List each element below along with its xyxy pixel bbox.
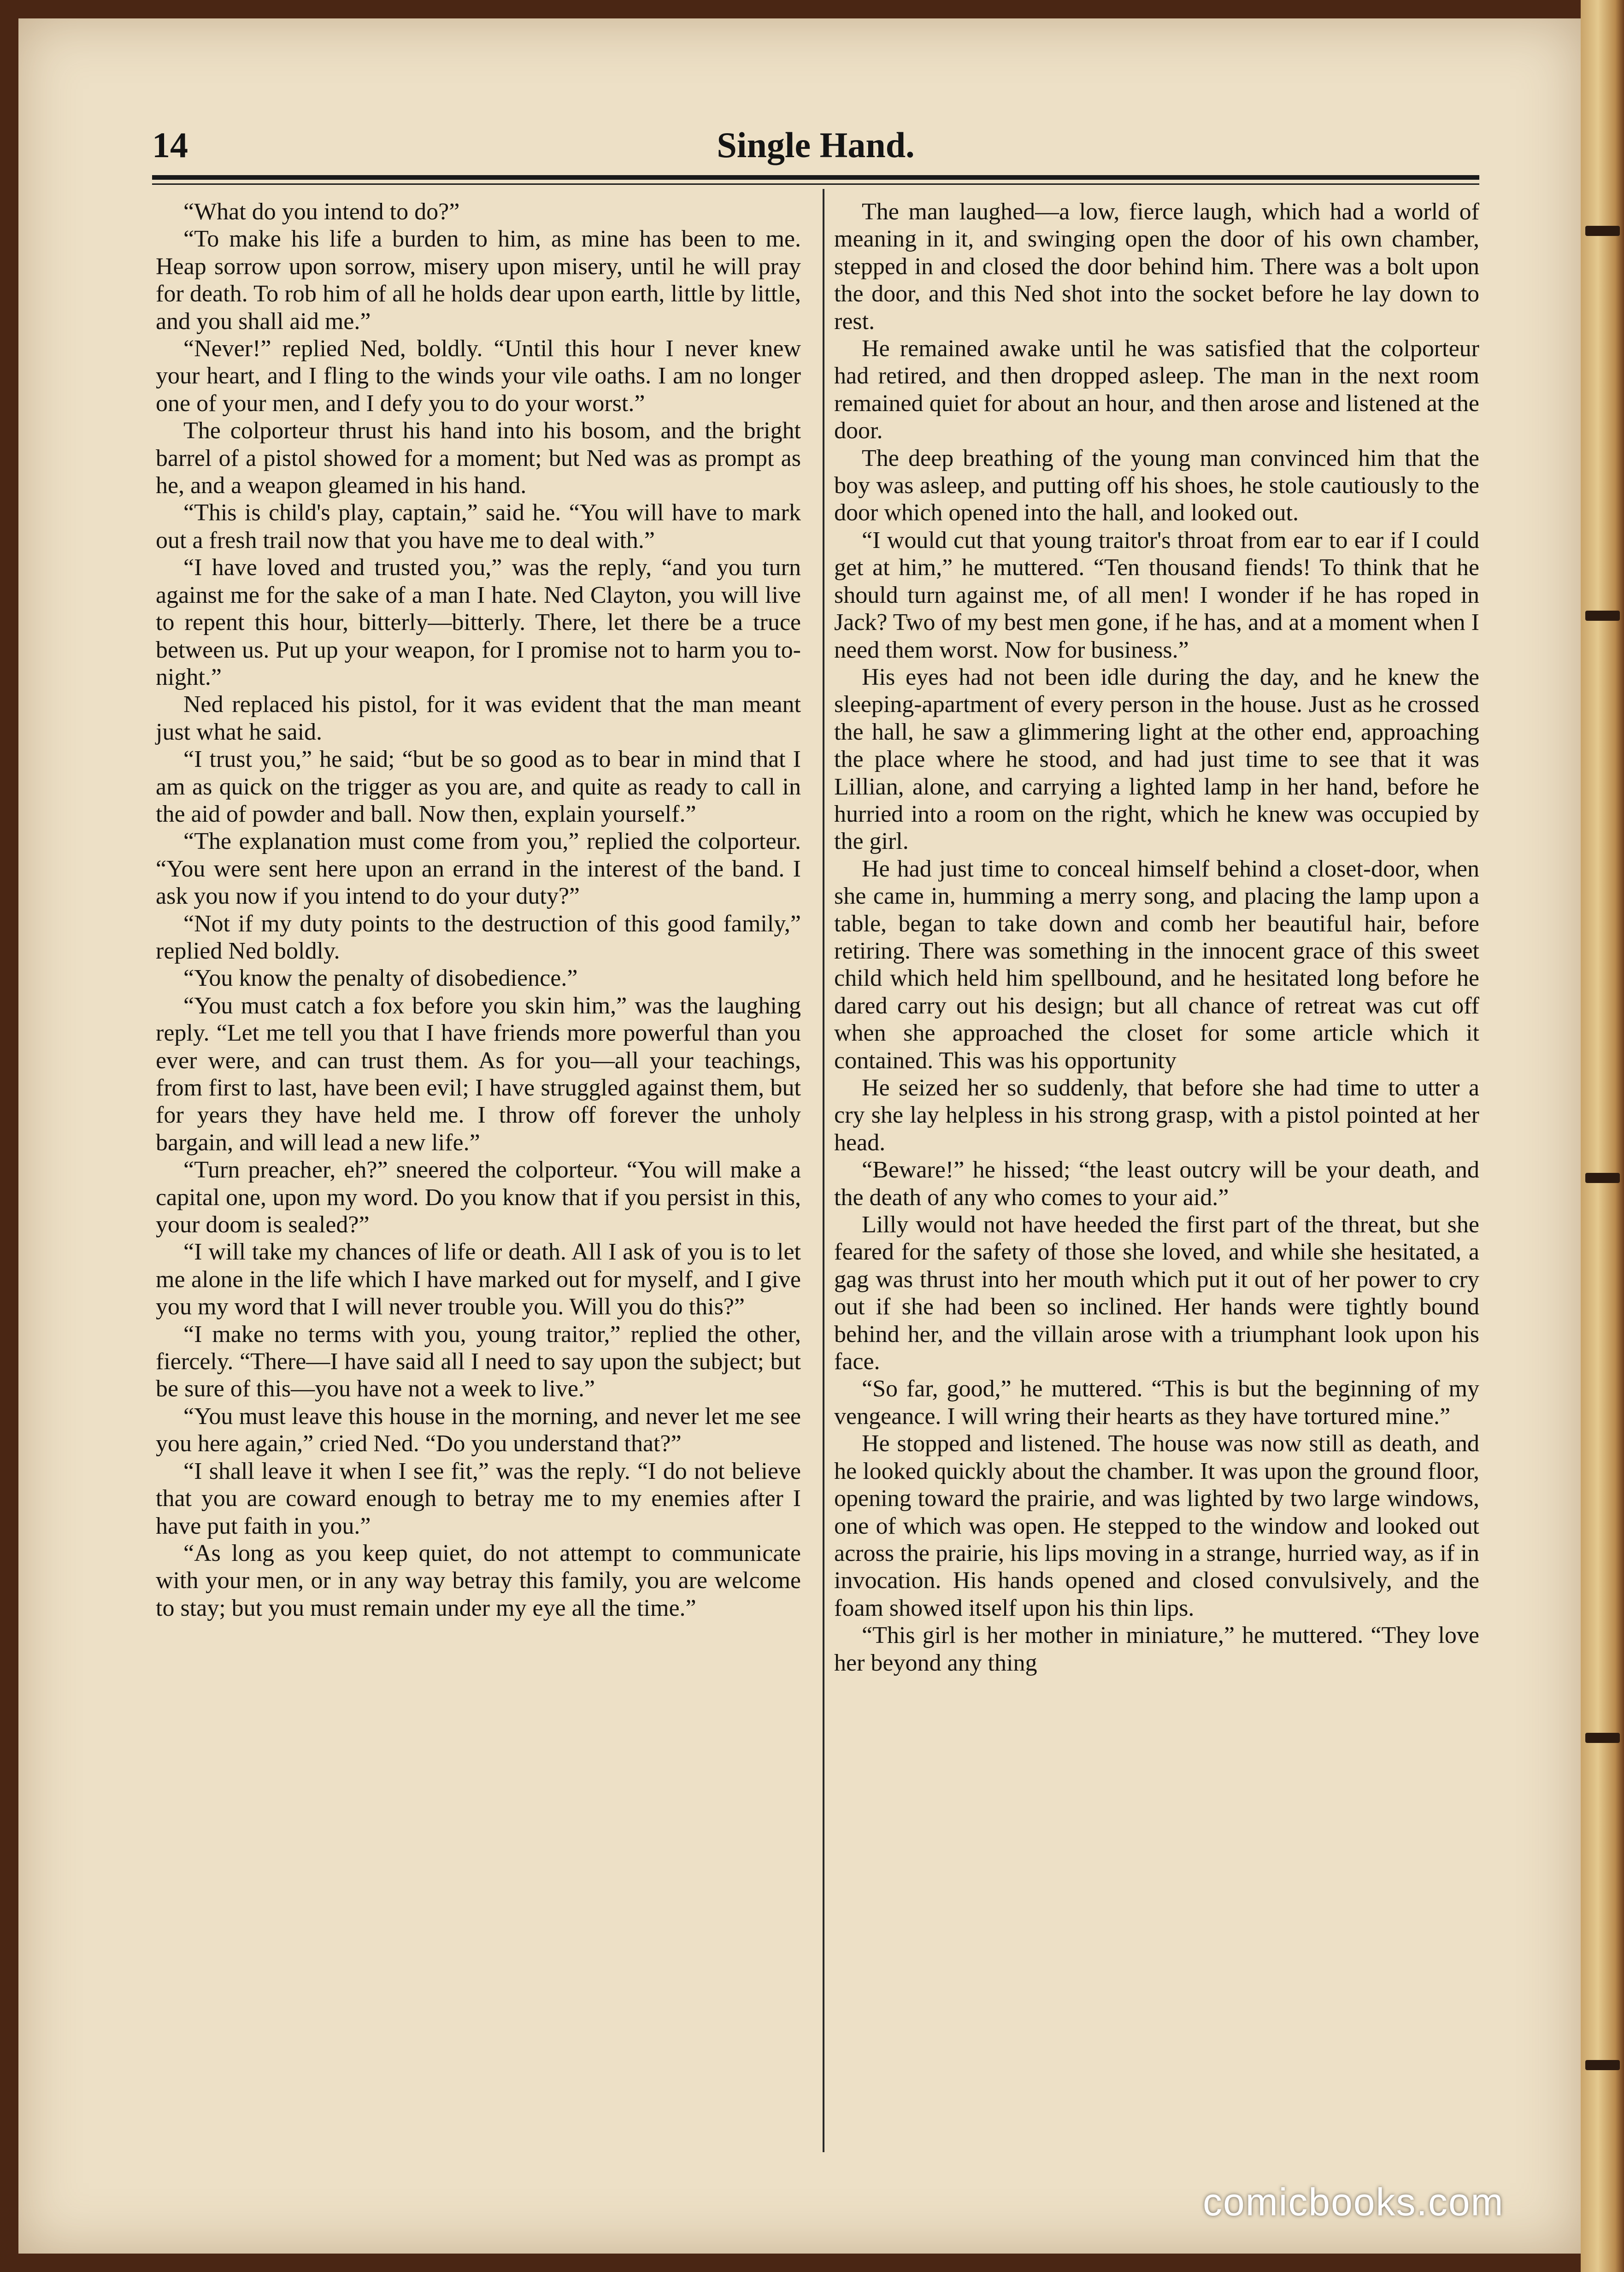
paragraph: “You must leave this house in the morning, and never let me see you here again,” cried Ned. “Do you understand that?” [156,1403,801,1457]
paragraph: “I shall leave it when I see fit,” was the reply. “I do not believe that you are coward enough to betray me to my enemies after I have put faith in you.” [156,1458,801,1539]
text-column-right [834,198,1479,1677]
paragraph: He remained awake until he was satisfied that the colporteur had retired, and then dropped asleep. The man in the next room remained quiet for about an hour, and then arose and listened at the door. [834,336,1479,444]
page-number: 14 [152,125,188,165]
paragraph: Lilly would not have heeded the first part of the threat, but she feared for the safety of those she loved, and while she hesitated, a gag was thrust into her mouth which put it out of her power to cry out if she had been so inclined. Her hands were tightly bound behind her, and the villain arose with a triumphant look upon his face. [834,1212,1479,1375]
paragraph: “I make no terms with you, young traitor,” replied the other, fiercely. “There—I have said all I need to say upon the subject; but be sure of this—you have not a week to live.” [156,1321,801,1402]
paragraph: “The explanation must come from you,” replied the colporteur. “You were sent here upon an errand in the interest of the band. I ask you now if you intend to do your duty?” [156,828,801,910]
paragraph: “Turn preacher, eh?” sneered the colporteur. “You will make a capital one, upon my word. Do you know that if you persist in this, your doom is sealed?” [156,1157,801,1238]
paragraph: “Never!” replied Ned, boldly. “Until this hour I never knew your heart, and I fling to the winds your vile oaths. I am no longer one of your men, and I defy you to do your worst.” [156,336,801,417]
paragraph: “This is child's play, captain,” said he. “You will have to mark out a fresh trail now that you have me to deal with.” [156,500,801,553]
paragraph: “As long as you keep quiet, do not attempt to communicate with your men, or in any way betray this family, you are welcome to stay; but you must remain under my eye all the time.” [156,1540,801,1621]
text-column-left [156,198,801,1622]
paragraph: “So far, good,” he muttered. “This is but the beginning of my vengeance. I will wring their hearts as they have tortured mine.” [834,1376,1479,1430]
paragraph: “I trust you,” he said; “but be so good as to bear in mind that I am as quick on the trigger as you are, and quite as ready to call in the aid of powder and ball. Now then, explain yourself.” [156,746,801,827]
paragraph: “Beware!” he hissed; “the least outcry will be your death, and the death of any who comes to your aid.” [834,1157,1479,1211]
binding-staple [1585,1733,1620,1743]
paragraph: “Not if my duty points to the destruction of this good family,” replied Ned boldly. [156,910,801,964]
page-title: Single Hand. [717,125,915,165]
page-stack-edge [1581,0,1624,2272]
binding-staple [1585,226,1620,236]
header-rule [152,175,1479,180]
binding-staple [1585,611,1620,621]
column-divider [823,189,824,2152]
paragraph: The deep breathing of the young man convinced him that the boy was asleep, and putting off his shoes, he stole cautiously to the door which opened into the hall, and looked out. [834,445,1479,526]
paragraph: “You know the penalty of disobedience.” [183,965,578,992]
paragraph: Ned replaced his pistol, for it was evident that the man meant just what he said. [156,691,801,745]
paragraph: “You must catch a fox before you skin him,” was the laughing reply. “Let me tell you that I have friends more powerful than you ever were, and can trust them. As for you—all your teachings, from first to last, have been evil; I have struggled against them, but for years they have held me. I throw off forever the unholy bargain, and will lead a new life.” [156,992,801,1156]
paragraph: “I will take my chances of life or death. All I ask of you is to let me alone in the life which I have marked out for myself, and I give you my word that I will never trouble you. Will you do this?” [156,1239,801,1320]
paragraph: “What do you intend to do?” [183,199,460,225]
binding-staple [1585,1173,1620,1183]
paragraph: “This girl is her mother in miniature,” he muttered. “They love her beyond any thing [834,1622,1479,1676]
header-rule-thin [152,183,1479,185]
paragraph: He seized her so suddenly, that before she had time to utter a cry she lay helpless in his strong grasp, with a pistol pointed at her head. [834,1075,1479,1156]
paragraph: “I have loved and trusted you,” was the reply, “and you turn against me for the sake of a man I hate. Ned Clayton, you will live to repent this hour, bitterly—bitterly. There, let there be a truce between us. Put up your weapon, for I promise not to harm you to-night.” [156,554,801,690]
source-watermark: comicbooks.com [1203,2180,1504,2224]
paragraph: His eyes had not been idle during the day, and he knew the sleeping-apartment of every person in the house. Just as he crossed the hall, he saw a glimmering light at the other end, approaching the place where he stood, and had just time to see that it was Lillian, alone, and carrying a lighted lamp in her hand, before he hurried into a room on the right, which he knew was occupied by the girl. [834,664,1479,855]
paragraph: He stopped and listened. The house was now still as death, and he looked quickly about the chamber. It was upon the ground floor, opening toward the prairie, and was lighted by two large windows, one of which was open. He stepped to the window and looked out across the prairie, his lips moving in a strange, hurried way, as if in invocation. His hands opened and closed convulsively, and the foam showed itself upon his thin lips. [834,1430,1479,1621]
paragraph: “I would cut that young traitor's throat from ear to ear if I could get at him,” he muttered. “Ten thousand fiends! To think that he should turn against me, of all men! I wonder if he has roped in Jack? Two of my best men gone, if he has, and at a moment when I need them worst. Now for business.” [834,527,1479,663]
paragraph: He had just time to conceal himself behind a closet-door, when she came in, humming a merry song, and placing the lamp upon a table, began to take down and comb her beautiful hair, before retiring. There was something in the innocent grace of this sweet child which held him spellbound, and he hesitated long before he dared carry out his design; but all chance of retreat was cut off when she approached the closet for some article which it contained. This was his opportunity [834,855,1479,1074]
paragraph: The colporteur thrust his hand into his bosom, and the bright barrel of a pistol showed for a moment; but Ned was as prompt as he, and a weapon gleamed in his hand. [156,418,801,499]
binding-staple [1585,2060,1620,2070]
paragraph: The man laughed—a low, fierce laugh, which had a world of meaning in it, and swinging open the door of his own chamber, stepped in and closed the door behind him. There was a bolt upon the door, and this Ned shot into the socket before he lay down to rest. [834,199,1479,335]
running-header [152,115,1479,175]
paragraph: “To make his life a burden to him, as mine has been to me. Heap sorrow upon sorrow, misery upon misery, until he will pray for death. To rob him of all he holds dear upon earth, little by little, and you shall aid me.” [156,226,801,335]
